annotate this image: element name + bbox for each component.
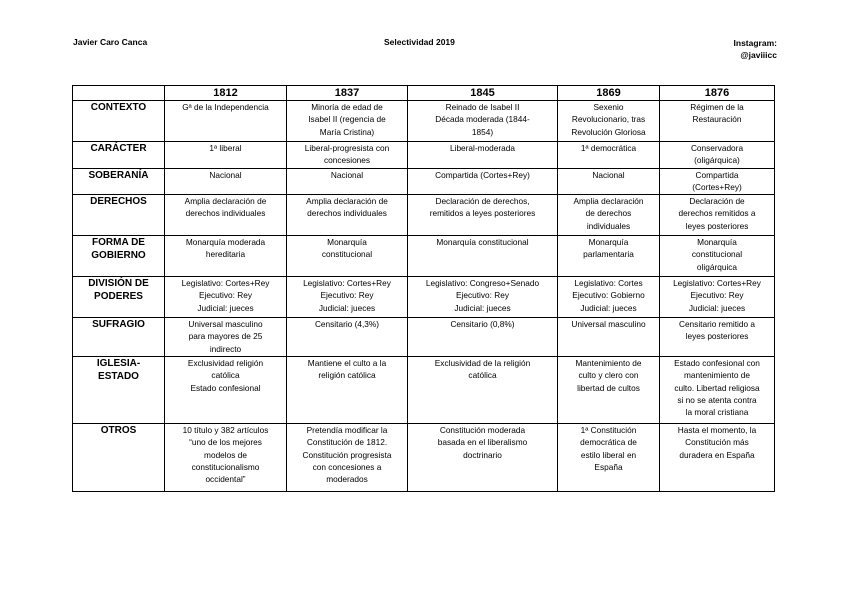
cell-line: Ejecutivo: Rey [198, 290, 253, 301]
cell-line: Ejecutivo: Rey [320, 290, 374, 301]
cell-line: 10 título y 382 artículos [182, 425, 269, 436]
cell-line: María Cristina) [319, 126, 375, 137]
cell-line: duradera en España [679, 449, 755, 460]
cell-line: Década moderada (1844- [435, 114, 530, 125]
table-cell [660, 318, 775, 357]
year-header: 1876 [660, 86, 775, 101]
table-row [73, 357, 775, 424]
table-row [73, 101, 775, 142]
table-cell [558, 168, 660, 195]
cell-line: Declaración de [689, 196, 745, 207]
year-header: 1869 [558, 86, 660, 101]
row-header-line: OTROS [100, 425, 137, 437]
table-cell [287, 318, 408, 357]
cell-line: Liberal-moderada [449, 143, 516, 153]
cell-line: Restauración [692, 114, 742, 125]
cell-line: Gª de la Independencia [182, 102, 269, 112]
table-cell [558, 101, 660, 142]
cell-line: Ejecutivo: Gobierno [572, 290, 645, 301]
cell-line: Monarquía constitucional [436, 237, 529, 248]
cell-line: Monarquía [327, 237, 367, 248]
cell-line: Judicial: jueces [318, 302, 376, 313]
row-header [73, 424, 165, 492]
row-header-line: DERECHOS [90, 196, 147, 208]
table-cell [287, 142, 408, 169]
cell-line: Declaración de derechos, [435, 196, 530, 207]
cell-line: individuales [586, 220, 631, 231]
cell-line: Judicial: jueces [688, 302, 746, 313]
cell-line: Revolución Gloriosa [571, 126, 646, 137]
table-cell [558, 236, 660, 277]
cell-line: (Cortes+Rey) [692, 181, 742, 192]
table-cell [660, 277, 775, 318]
table-cell [165, 318, 287, 357]
cell-line: Censitario (0,8%) [450, 319, 515, 330]
cell-line: derechos remitidos a [678, 208, 756, 219]
cell-line: Amplia declaración [573, 196, 644, 207]
row-header-line: FORMA DE [92, 237, 145, 249]
cell-line: Isabel II (regencia de [308, 114, 386, 125]
cell-line: Universal masculino [571, 319, 646, 330]
cell-line: Legislativo: Cortes [574, 278, 643, 289]
cell-line: Legislativo: Congreso+Senado [425, 278, 540, 289]
table-row [73, 318, 775, 357]
table-cell [408, 357, 558, 424]
table-cell [558, 318, 660, 357]
cell-line: Censitario (4,3%) [314, 319, 380, 330]
table-cell [660, 357, 775, 424]
table-cell [408, 277, 558, 318]
table-cell [558, 142, 660, 169]
year-header: 1812 [165, 86, 287, 101]
cell-line: 1ª democrática [580, 143, 637, 153]
table-cell [660, 142, 775, 169]
row-header-line: CONTEXTO [90, 102, 147, 113]
cell-line: Amplia declaración de [306, 196, 388, 207]
cell-line: Legislativo: Cortes+Rey [303, 278, 391, 289]
table-row [73, 236, 775, 277]
cell-line: basada en el liberalismo [437, 437, 528, 448]
table-cell [287, 424, 408, 492]
cell-line: hereditaria [205, 249, 246, 260]
cell-line: Constitución más [685, 437, 749, 448]
cell-line: Ejecutivo: Rey [455, 290, 510, 301]
cell-line: Nacional [330, 169, 364, 180]
row-header [73, 195, 165, 236]
table-cell [287, 357, 408, 424]
table-cell [408, 424, 558, 492]
year-header: 1837 [287, 86, 408, 101]
row-header [73, 318, 165, 357]
social-label: Instagram: [733, 38, 777, 48]
cell-line: Mantiene el culto a la [307, 358, 387, 369]
cell-line: “uno de los mejores [189, 437, 262, 448]
row-header [73, 277, 165, 318]
cell-line: leyes posteriores [685, 220, 749, 231]
cell-line: Judicial: jueces [580, 302, 637, 313]
cell-line: derechos individuales [185, 208, 266, 219]
table-cell [660, 168, 775, 195]
cell-line: Estado confesional [190, 382, 261, 393]
cell-line: Hasta el momento, la [677, 425, 757, 436]
cell-line: Estado confesional con [674, 358, 760, 369]
cell-line: Ejecutivo: Rey [690, 290, 744, 301]
row-header-line: ESTADO [98, 370, 139, 382]
table-cell [165, 424, 287, 492]
table-cell [408, 195, 558, 236]
cell-line: Amplia declaración de [184, 196, 267, 207]
row-header-line: GOBIERNO [91, 249, 146, 261]
table-cell [408, 318, 558, 357]
row-header [73, 101, 165, 142]
row-header-line: SOBERANÍA [88, 169, 149, 181]
cell-line: Legislativo: Cortes+Rey [181, 278, 270, 289]
corner-cell [73, 86, 165, 101]
table-cell [165, 236, 287, 277]
cell-line: para mayores de 25 [188, 331, 263, 342]
cell-line: culto. Libertad religiosa [674, 382, 760, 393]
cell-line: 1854) [471, 126, 494, 137]
table-cell [558, 195, 660, 236]
cell-line: derechos individuales [307, 208, 387, 219]
table-cell [558, 277, 660, 318]
cell-line: constitucionalismo [191, 461, 260, 472]
cell-line: estilo liberal en [580, 449, 637, 460]
cell-line: Pretendía modificar la [306, 425, 388, 436]
cell-line: 1ª liberal [209, 143, 242, 153]
table-cell [660, 236, 775, 277]
cell-line: oligárquica [696, 261, 738, 272]
cell-line: mantenimiento de [684, 370, 750, 381]
table-row [73, 142, 775, 169]
cell-line: concesiones [323, 155, 371, 166]
cell-line: Liberal-progresista con [304, 143, 390, 153]
cell-line: Exclusividad de la religión [434, 358, 531, 369]
cell-line: Monarquía [588, 237, 629, 248]
table-cell [165, 195, 287, 236]
cell-line: católica [468, 370, 497, 381]
cell-line: constitucional [691, 249, 743, 260]
table-row [73, 424, 775, 492]
cell-line: Monarquía [697, 237, 737, 248]
cell-line: modelos de [204, 449, 247, 460]
cell-line: Judicial: jueces [454, 302, 511, 313]
cell-line: libertad de cultos [577, 382, 640, 393]
row-header [73, 142, 165, 169]
table-cell [660, 424, 775, 492]
cell-line: Legislativo: Cortes+Rey [673, 278, 761, 289]
table-row [73, 168, 775, 195]
table-cell [165, 168, 287, 195]
cell-line: España [594, 461, 623, 472]
row-header-line: IGLESIA- [96, 358, 141, 370]
cell-line: occidental” [205, 474, 246, 485]
row-header [73, 357, 165, 424]
cell-line: culto y clero con [578, 370, 639, 381]
row-header [73, 168, 165, 195]
cell-line: remitidos a leyes posteriores [429, 208, 536, 219]
table-cell [165, 142, 287, 169]
cell-line: Constitución moderada [439, 425, 526, 436]
cell-line: 1ª Constitución [580, 425, 637, 436]
row-header-line: SUFRAGIO [92, 319, 145, 331]
table-cell [287, 195, 408, 236]
social-handle: @javiiicc [740, 50, 777, 60]
table-cell [287, 168, 408, 195]
author-name: Javier Caro Canca [73, 37, 148, 47]
table-cell [287, 101, 408, 142]
table-cell [287, 277, 408, 318]
cell-line: Revolucionario, tras [571, 114, 646, 125]
cell-line: la moral cristiana [685, 407, 749, 418]
table-cell [165, 357, 287, 424]
cell-line: Reinado de Isabel II [445, 102, 520, 112]
cell-line: (oligárquica) [694, 155, 740, 166]
cell-line: Constitución de 1812. [306, 437, 388, 448]
table-cell [660, 101, 775, 142]
cell-line: católica [211, 370, 240, 381]
cell-line: Nacional [209, 169, 242, 180]
cell-line: Compartida [695, 169, 739, 180]
cell-line: Judicial: jueces [197, 302, 254, 313]
table-header [73, 86, 775, 101]
table-cell [165, 101, 287, 142]
table-cell [558, 357, 660, 424]
cell-line: Exclusividad religión [187, 358, 264, 369]
table-cell [558, 424, 660, 492]
table-row [73, 195, 775, 236]
cell-line: constitucional [321, 249, 373, 260]
table-cell [408, 168, 558, 195]
cell-line: Mantenimiento de [575, 358, 642, 369]
table-row [73, 277, 775, 318]
cell-line: indirecto [209, 343, 242, 354]
row-header [73, 236, 165, 277]
cell-line: leyes posteriores [685, 331, 749, 342]
social-info [734, 37, 777, 61]
table-body [73, 101, 775, 492]
cell-line: si no se atenta contra [677, 394, 757, 405]
cell-line: Sexenio [593, 102, 624, 112]
cell-line: moderados [326, 474, 368, 485]
row-header-line: PODERES [94, 290, 143, 302]
cell-line: Censitario remitido a [678, 319, 756, 330]
cell-line: Minoría de edad de [311, 102, 383, 112]
cell-line: democrática de [580, 437, 637, 448]
cell-line: Monarquía moderada [185, 237, 266, 248]
cell-line: Constitución progresista [302, 449, 392, 460]
table-cell [408, 142, 558, 169]
cell-line: Nacional [592, 169, 625, 180]
table-cell [408, 236, 558, 277]
cell-line: Compartida (Cortes+Rey) [435, 169, 530, 180]
cell-line: religión católica [318, 370, 376, 381]
table-cell [287, 236, 408, 277]
cell-line: parlamentaria [583, 249, 634, 260]
row-header-line: DIVISIÓN DE [88, 278, 149, 290]
document-title: Selectividad 2019 [384, 37, 455, 47]
cell-line: Universal masculino [188, 319, 263, 330]
cell-line: Conservadora [690, 143, 744, 153]
table-cell [165, 277, 287, 318]
year-header: 1845 [408, 86, 558, 101]
table-cell [408, 101, 558, 142]
table-cell [660, 195, 775, 236]
row-header-line: CARÁCTER [90, 143, 147, 154]
cell-line: con concesiones a [312, 461, 382, 472]
cell-line: doctrinario [463, 449, 502, 460]
cell-line: Régimen de la [690, 102, 744, 112]
constitutions-table [72, 85, 775, 492]
cell-line: de derechos [585, 208, 632, 219]
